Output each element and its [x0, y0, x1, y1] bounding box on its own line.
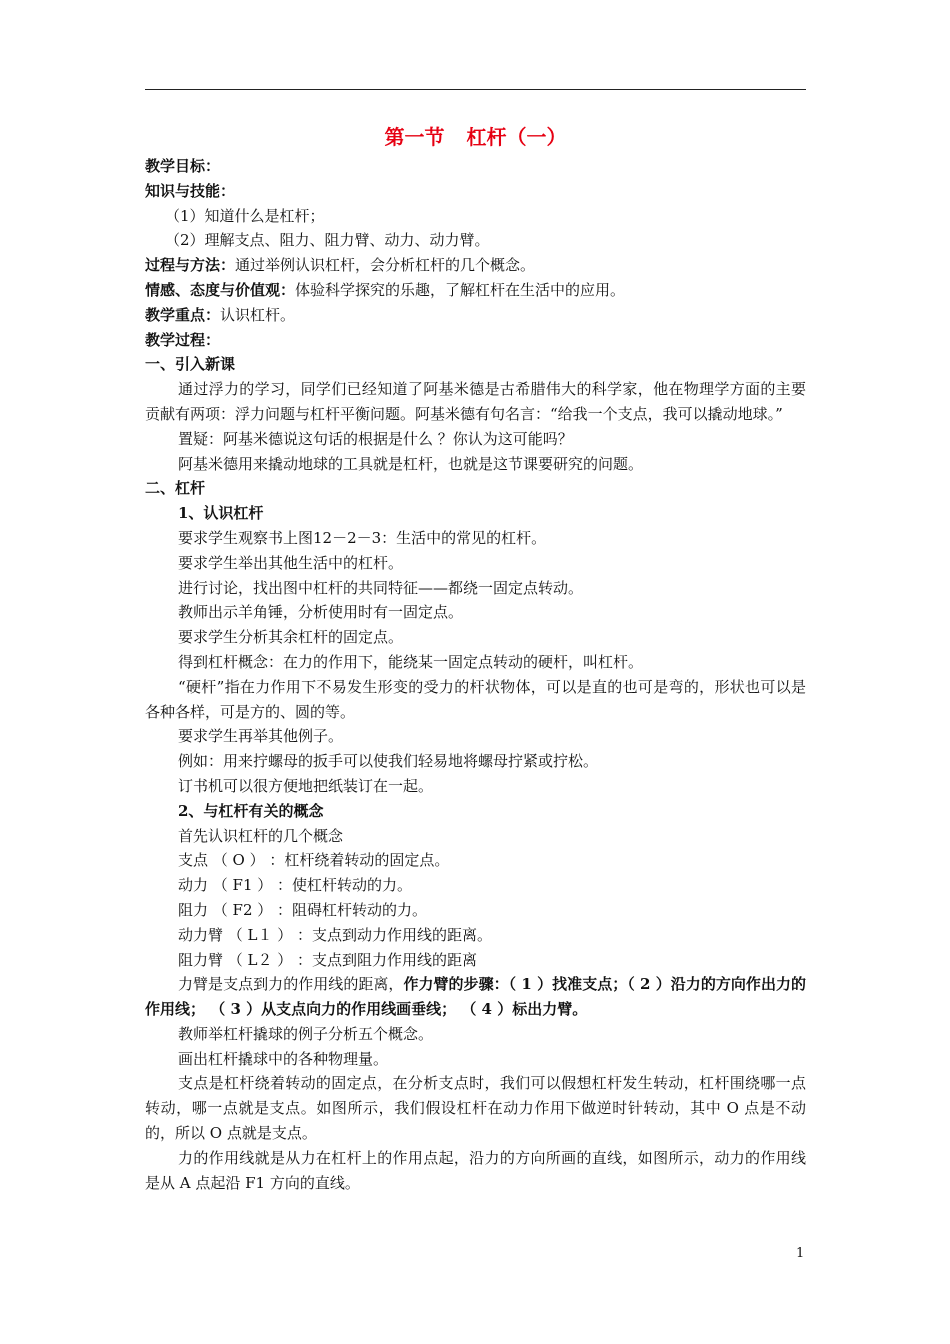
header-rule [145, 89, 806, 90]
text-line: 要求学生分析其余杠杆的固定点。 [178, 628, 404, 647]
text-line: 置疑：阿基米德说这句话的根据是什么 ？你认为这可能吗？ [178, 429, 573, 448]
label: 教学重点： [145, 305, 221, 324]
concept-line: 支点 （ O ） ：杠杆绕着转动的固定点。 [178, 851, 450, 870]
title-part-1: 第一节 [384, 125, 445, 149]
paragraph: 力的作用线就是从力在杠杆上的作用点起，沿力的方向所画的直线，如图所示，动力的作用线是从 A 点起沿 F1 方向的直线。 [145, 1148, 806, 1192]
subsection-heading: 2、与杠杆有关的概念 [178, 801, 324, 820]
bold-text: 作力臂的步骤：（ 1 ）找准支点；（ 2 ）沿力的方向作出力的作用线； （ 3 ）从支点向力的作用线画垂线； （ 4 ）标出力臂。 [145, 975, 806, 1019]
document-body [145, 120, 806, 1195]
concept-line: 阻力臂 （ L２ ） ：支点到阻力作用线的距离 [178, 950, 478, 969]
section-heading: 二、杠杆 [145, 479, 206, 498]
key-line [145, 303, 806, 328]
emotion-line [145, 278, 806, 303]
skill-item: （1）知道什么是杠杆； [165, 206, 325, 225]
text-line: 阿基米德用来撬动地球的工具就是杠杆，也就是这节课要研究的问题。 [178, 454, 644, 473]
heading-procedure: 教学过程： [145, 330, 221, 349]
text-line: 订书机可以很方便地把纸装订在一起。 [178, 776, 434, 795]
text-line: 例如：用来拧螺母的扳手可以使我们轻易地将螺母拧紧或拧松。 [178, 752, 599, 771]
paragraph: 支点是杠杆绕着转动的固定点，在分析支点时，我们可以假想杠杆发生转动，杠杆围绕哪一点转动，哪一点就是支点。如图所示，我们假设杠杆在动力作用下做逆时针转动，其中 O 点是不动的，所以 O 点就是支点。 [145, 1074, 806, 1143]
section-heading: 一、引入新课 [145, 355, 236, 374]
text: 体验科学探究的乐趣，了解杠杆在生活中的应用。 [295, 280, 626, 299]
text-line: 要求学生举出其他生活中的杠杆。 [178, 553, 404, 572]
heading-skills: 知识与技能： [145, 181, 236, 200]
concept-line: 动力 （ F1 ） ：使杠杆转动的力。 [178, 876, 413, 895]
text: 认识杠杆。 [220, 305, 296, 324]
skill-item: （2）理解支点、阻力、阻力臂、动力、动力臂。 [165, 231, 490, 250]
paragraph: 通过浮力的学习，同学们已经知道了阿基米德是古希腊伟大的科学家，他在物理学方面的主要贡献有两项：浮力问题与杠杆平衡问题。阿基米德有句名言：“给我一个支点，我可以撬动地球。” [145, 380, 806, 423]
label: 过程与方法： [145, 256, 236, 275]
concept-line: 动力臂 （ L１ ） ：支点到动力作用线的距离。 [178, 925, 493, 944]
text-line: 得到杠杆概念：在力的作用下，能绕某一固定点转动的硬杆，叫杠杆。 [178, 652, 644, 671]
page-title [145, 120, 806, 154]
text-line: 画出杠杆撬球中的各种物理量。 [178, 1049, 389, 1068]
text-line: 进行讨论，找出图中杠杆的共同特征——都绕一固定点转动。 [178, 578, 584, 597]
text-line: 要求学生再举其他例子。 [178, 727, 344, 746]
text: 力臂是支点到力的作用线的距离， [178, 975, 404, 994]
heading-goals: 教学目标： [145, 157, 221, 175]
page-number: 1 [796, 1246, 805, 1261]
text-line: 要求学生观察书上图12－2－3：生活中的常见的杠杆。 [178, 528, 547, 547]
text: 通过举例认识杠杆，会分析杠杆的几个概念。 [235, 256, 536, 275]
concept-line: 阻力 （ F2 ） ：阻碍杠杆转动的力。 [178, 900, 428, 919]
text-line: 教师举杠杆撬球的例子分析五个概念。 [178, 1024, 434, 1043]
label: 情感、态度与价值观： [145, 280, 296, 299]
subsection-heading: 1、认识杠杆 [178, 504, 264, 523]
title-part-2: 杠杆（一） [466, 125, 567, 149]
paragraph [145, 972, 806, 1022]
process-line [145, 253, 806, 278]
text-line: 教师出示羊角锤，分析使用时有一固定点。 [178, 603, 464, 622]
paragraph: “硬杆”指在力作用下不易发生形变的受力的杆状物体，可以是直的也可是弯的，形状也可以是各种各样，可是方的、圆的等。 [145, 677, 806, 721]
text-line: 首先认识杠杆的几个概念 [178, 826, 344, 845]
